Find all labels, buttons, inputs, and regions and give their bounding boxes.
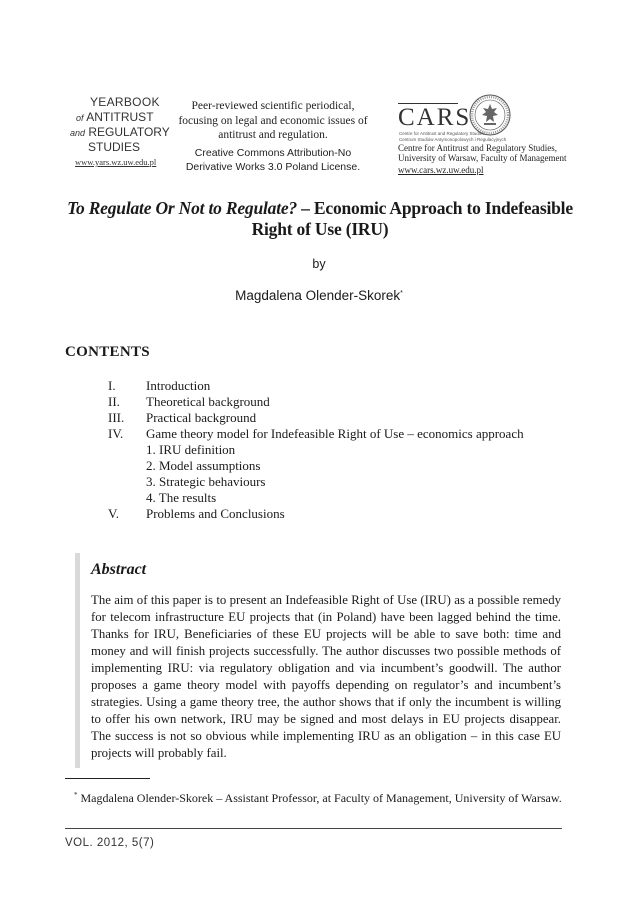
toc-subitem: 1. IRU definition [146, 442, 236, 457]
author-footnote-mark[interactable]: * [400, 290, 403, 297]
toc-item-num: II. [108, 394, 120, 409]
yars-line2 [76, 110, 154, 124]
yars-line1: YEARBOOK [90, 95, 160, 109]
article-title-rest: – Economic Approach to Indefeasible Right of Use (IRU) [251, 198, 573, 239]
abstract-sidebar-bar [75, 553, 80, 768]
table-of-contents [108, 378, 528, 522]
footer-rule [65, 828, 562, 829]
cars-tagline-pl: Centrum Studiów Antymonopolowych i Regulacyjnych [399, 137, 507, 142]
article-title-italic: To Regulate Or Not to Regulate? [67, 198, 297, 218]
cars-tagline-en: Centre for Antitrust and Regulatory Studies [399, 131, 485, 136]
yars-line2-word: ANTITRUST [86, 110, 154, 124]
footnote-text: Magdalena Olender-Skorek – Assistant Professor, at Faculty of Management, University of Warsaw. [77, 791, 562, 805]
license-text: Creative Commons Attribution-No Derivative Works 3.0 Poland License. [185, 146, 361, 173]
article-title [60, 198, 580, 240]
cars-logo: CARS [398, 104, 472, 131]
contents-heading: CONTENTS [65, 344, 150, 360]
toc-item-num: V. [108, 506, 119, 521]
university-seal-icon [468, 93, 512, 137]
cars-block [398, 93, 573, 178]
toc-item-text: Practical background [146, 410, 257, 425]
toc-item [108, 426, 528, 442]
toc-item [108, 506, 528, 522]
abstract-text: The aim of this paper is to present an Indefeasible Right of Use (IRU) as a possible remedy for telecom infrastructure EU projects that (in Poland) have been lagged behind the time. Thanks for IRU, Beneficiaries of these EU projects will be able to save both: time and money and will finish projects successfully. The author discusses two possible methods of implementing IRU: via regulatory obligation and via incumbent’s goodwill. The author proposes a game theory model with payoffs depending on regulator’s and incumbent’s strategies. Using a game theory tree, the author shows that if only the incumbent is willing to offer his own network, IRU may be signed and most delays in EU projects disappear. The success is not so obvious while implementing IRU as an obligation – in this case EU projects will probably fail. [91, 593, 561, 760]
toc-item-num: IV. [108, 426, 124, 441]
peer-review-blurb [178, 99, 368, 174]
toc-item-text: Theoretical background [146, 394, 270, 409]
cars-url-link[interactable]: www.cars.wz.uw.edu.pl [398, 165, 484, 175]
author-name-text: Magdalena Olender-Skorek [235, 288, 401, 303]
volume-label: VOL. 2012, 5(7) [65, 837, 155, 849]
yars-line2-prefix: of [76, 113, 84, 123]
cars-description: Centre for Antitrust and Regulatory Studies, University of Warsaw, Faculty of Management [398, 143, 567, 163]
toc-subitem: 4. The results [146, 490, 217, 505]
toc-item-text: Problems and Conclusions [146, 506, 285, 521]
by-label: by [312, 257, 326, 271]
toc-subitem: 2. Model assumptions [146, 458, 261, 473]
toc-item-num: I. [108, 378, 116, 393]
toc-item-num: III. [108, 410, 125, 425]
toc-item-text: Game theory model for Indefeasible Right of Use – economics approach [146, 426, 524, 441]
yars-line3 [70, 125, 170, 139]
toc-item [108, 378, 528, 394]
footnote-rule [65, 778, 150, 779]
toc-item [108, 410, 528, 426]
yars-line3-word: REGULATORY [88, 125, 170, 139]
footnote [65, 786, 562, 807]
yars-line3-prefix: and [70, 128, 86, 138]
toc-item-text: Introduction [146, 378, 211, 393]
toc-item [108, 394, 528, 410]
author-name [0, 288, 638, 303]
yars-url-link[interactable]: www.yars.wz.uw.edu.pl [75, 157, 157, 167]
footnote-mark: * [74, 791, 78, 799]
abstract-heading: Abstract [91, 561, 147, 578]
toc-subitem: 3. Strategic behaviours [146, 474, 266, 489]
yars-line4: STUDIES [88, 140, 141, 154]
peer-review-text: Peer-reviewed scientific periodical, focusing on legal and economic issues of antitrust and regulation. [178, 100, 368, 141]
